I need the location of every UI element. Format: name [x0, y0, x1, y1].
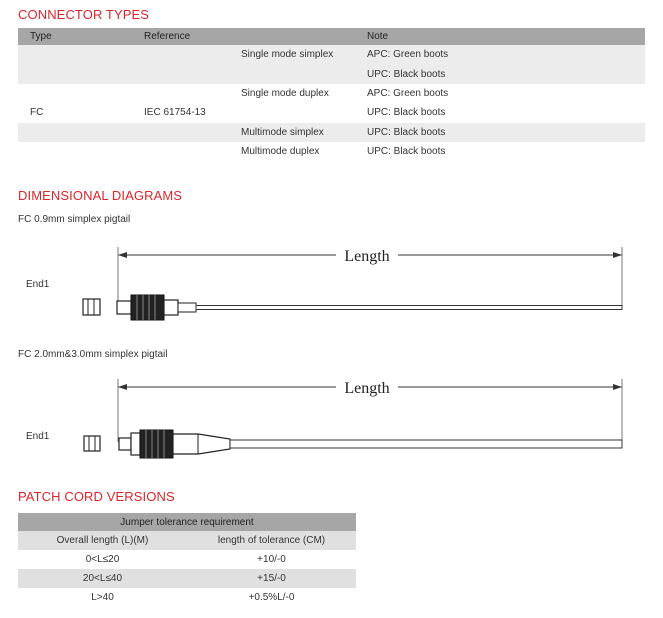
table-row [18, 588, 356, 607]
diagram-1-drawing [0, 238, 663, 328]
note-cell: UPC: Black boots [367, 123, 645, 142]
tolerance-cell: +10/-0 [257, 554, 286, 565]
connector-types-title: CONNECTOR TYPES [18, 7, 150, 22]
table-row [18, 84, 645, 103]
note-cell: APC: Green boots [367, 45, 645, 64]
note-cell: UPC: Black boots [367, 146, 446, 158]
connector-types-table [18, 28, 645, 161]
table-title-row [18, 513, 356, 531]
length-cell: 0<L≤20 [85, 554, 120, 565]
dust-cap-icon [83, 299, 100, 315]
mode-cell: Single mode duplex [241, 87, 329, 99]
fiber-cable [230, 440, 622, 448]
table-row [18, 64, 645, 83]
mode-cell: Single mode simplex [241, 45, 367, 64]
table-row [18, 45, 645, 64]
length-label: Length [344, 248, 390, 265]
table-row [18, 569, 356, 588]
mode-cell: Multimode duplex [241, 146, 320, 158]
fc-connector-icon [117, 295, 196, 320]
diagram-1-end-label: End1 [26, 279, 50, 290]
table-header-row [18, 28, 645, 45]
length-cell: L>40 [91, 592, 114, 603]
dimensional-diagrams-title: DIMENSIONAL DIAGRAMS [18, 188, 183, 203]
header-note: Note [367, 28, 645, 45]
diagram-2-end-label: End1 [26, 431, 50, 442]
table-title: Jumper tolerance requirement [18, 513, 356, 531]
mode-cell [241, 64, 367, 83]
length-cell: 20<L≤40 [18, 569, 187, 588]
fiber-cable [196, 306, 622, 310]
reference-cell: IEC 61754-13 [144, 107, 206, 119]
table-row [18, 123, 645, 142]
diagram-1-caption: FC 0.9mm simplex pigtail [18, 214, 131, 225]
diagram-2-caption: FC 2.0mm&3.0mm simplex pigtail [18, 349, 168, 360]
header-reference: Reference [144, 28, 241, 45]
table-row [18, 142, 645, 161]
header-mode [241, 28, 367, 45]
header-type: Type [18, 28, 144, 45]
arrow-left-icon [118, 252, 127, 258]
patch-cord-table [18, 513, 356, 607]
note-cell: UPC: Black boots [367, 64, 645, 83]
table-row [18, 103, 645, 122]
dust-cap-icon [84, 436, 100, 451]
table-header-row [18, 531, 356, 550]
tolerance-cell: +15/-0 [187, 569, 356, 588]
table-row [18, 550, 356, 569]
note-cell: UPC: Black boots [367, 107, 446, 119]
diagram-2-drawing [0, 372, 663, 472]
note-cell: APC: Green boots [367, 87, 449, 99]
length-label: Length [344, 380, 390, 397]
fc-connector-icon [119, 430, 230, 458]
patch-cord-versions-title: PATCH CORD VERSIONS [18, 489, 175, 504]
mode-cell: Multimode simplex [241, 123, 367, 142]
header-overall-length: Overall length (L)(M) [18, 531, 187, 550]
arrow-right-icon [613, 252, 622, 258]
arrow-left-icon [118, 384, 127, 390]
tolerance-cell: +0.5%L/-0 [248, 592, 295, 603]
type-cell: FC [30, 107, 44, 119]
arrow-right-icon [613, 384, 622, 390]
header-tolerance: length of tolerance (CM) [187, 531, 356, 550]
mode-cell [241, 103, 367, 122]
